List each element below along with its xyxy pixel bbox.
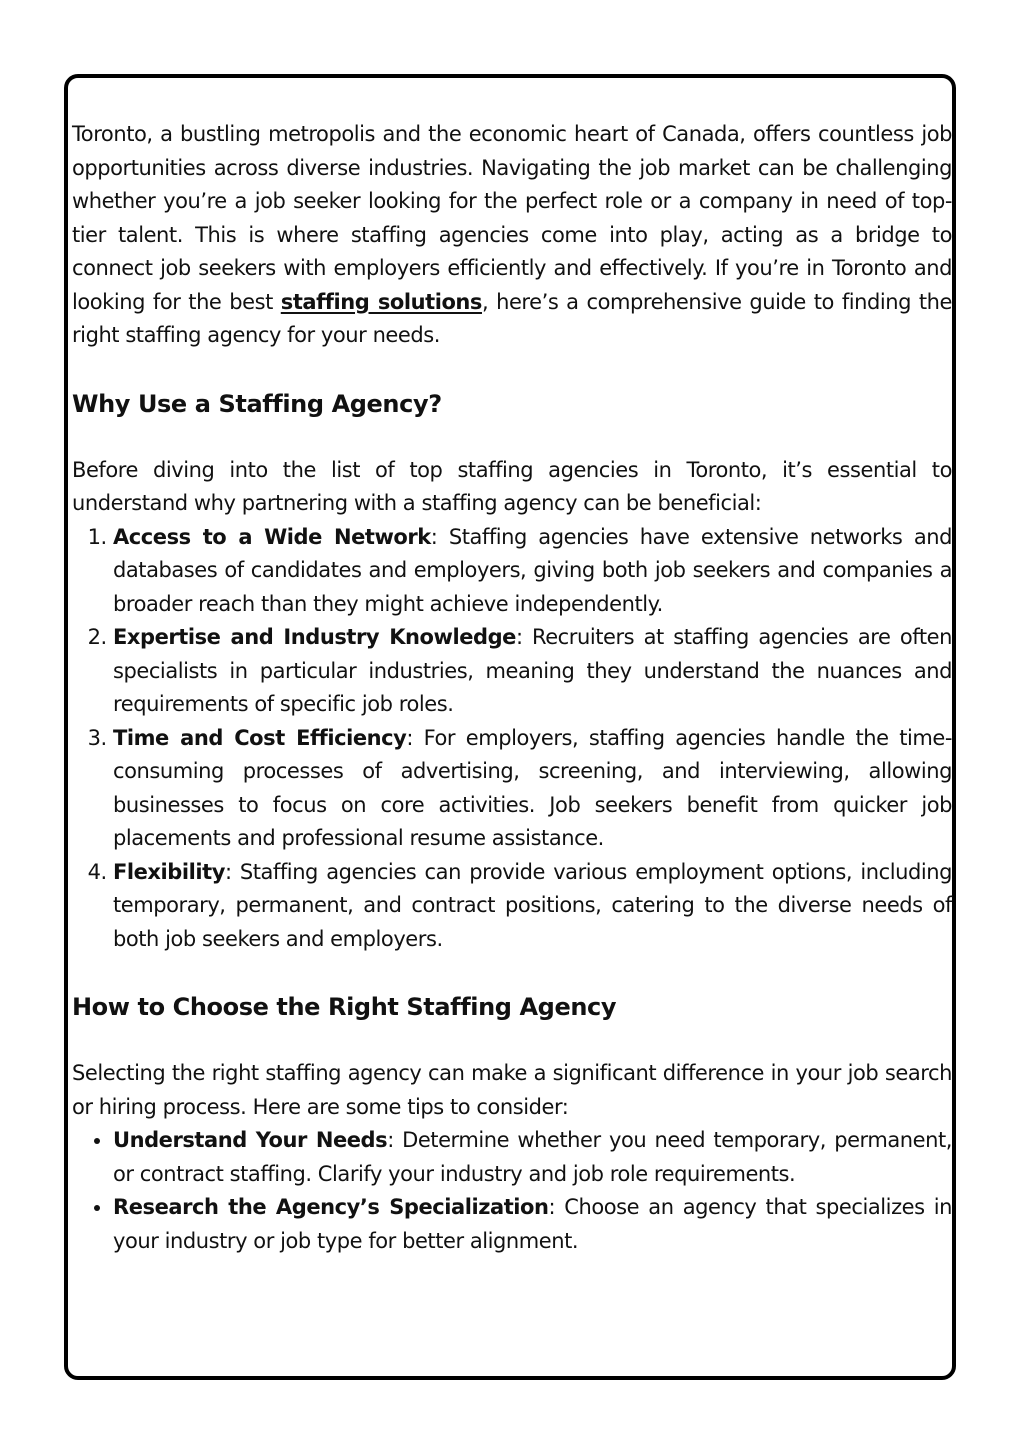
list-item-text: : For employers, staffing agencies handle the time-consuming processes of advertising, screening, and interviewing, allowing businesses to focus on core activities. Job seekers benefit from quicker job placements and professional resume assistance. bbox=[113, 725, 953, 850]
spacer bbox=[72, 1024, 952, 1057]
list-item-text: : Choose an agency that specializes in your industry or job type for better alignment. bbox=[113, 1195, 952, 1253]
why-intro-paragraph: Before diving into the list of top staffing agencies in Toronto, it’s essential to understand why partnering with a staffing agency can be beneficial: bbox=[72, 457, 952, 515]
list-item-term: Understand Your Needs bbox=[113, 1128, 388, 1152]
spacer bbox=[72, 956, 952, 990]
list-item-term: Flexibility bbox=[113, 859, 225, 884]
document-body bbox=[72, 118, 952, 1258]
staffing-solutions-link[interactable]: staffing solutions bbox=[280, 289, 482, 314]
list-item-term: Time and Cost Efficiency bbox=[113, 725, 407, 750]
list-item bbox=[113, 722, 952, 856]
list-item-text: : Staffing agencies have extensive networks and databases of candidates and employers, giving both job seekers and companies a broader reach than they might achieve independently. bbox=[113, 524, 952, 616]
why-benefits-list bbox=[72, 521, 952, 957]
list-item-term: Access to a Wide Network bbox=[113, 524, 431, 549]
how-tips-list bbox=[72, 1124, 952, 1258]
heading-how-to-choose: How to Choose the Right Staffing Agency bbox=[72, 993, 617, 1021]
list-item bbox=[113, 621, 952, 722]
list-item bbox=[113, 521, 952, 622]
how-intro-paragraph: Selecting the right staffing agency can make a significant difference in your job search or hiring process. Here are some tips to consider: bbox=[72, 1061, 952, 1119]
list-item bbox=[113, 1124, 952, 1191]
list-item bbox=[113, 856, 952, 957]
list-item-term: Expertise and Industry Knowledge bbox=[113, 625, 516, 649]
spacer bbox=[72, 421, 952, 454]
list-item-text: : Determine whether you need temporary, permanent, or contract staffing. Clarify your industry and job role requirements. bbox=[113, 1128, 953, 1186]
spacer bbox=[72, 353, 952, 387]
intro-text-after-link: , here’s a comprehensive guide to finding the right staffing agency for your needs. bbox=[72, 289, 953, 347]
intro-paragraph bbox=[72, 118, 952, 353]
list-item-text: : Recruiters at staffing agencies are often specialists in particular industries, meaning they understand the nuances and requirements of specific job roles. bbox=[113, 625, 952, 716]
heading-why-use-agency: Why Use a Staffing Agency? bbox=[72, 389, 442, 418]
list-item-text: : Staffing agencies can provide various employment options, including temporary, permanent, and contract positions, catering to the diverse needs of both job seekers and employers. bbox=[113, 859, 952, 951]
list-item-term: Research the Agency’s Specialization bbox=[113, 1195, 549, 1219]
intro-text-before-link: Toronto, a bustling metropolis and the economic heart of Canada, offers countless job opportunities across diverse industries. Navigating the job market can be challenging whether you’re a job seeker looking for the perfect role or a company in need of top-tier talent. This is where staffing agencies come into play, acting as a bridge to connect job seekers with employers efficiently and effectively. If you’re in Toronto and looking for the best bbox=[72, 122, 952, 314]
list-item bbox=[113, 1191, 952, 1258]
